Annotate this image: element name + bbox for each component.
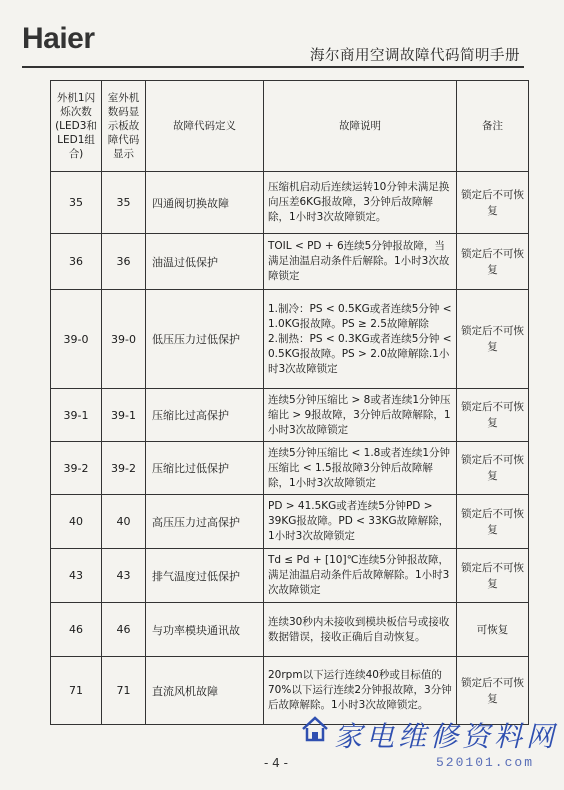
fault-name-cell: 直流风机故障	[146, 657, 264, 725]
fault-description-cell: Td ≤ Pd + [10]℃连续5分钟报故障，满足油温启动条件后故障解除。1小时3次故障锁定	[264, 549, 457, 603]
watermark-text: 家电维修资料网	[334, 720, 559, 753]
led-code-cell: 39-0	[51, 290, 102, 389]
led-code-cell: 36	[51, 234, 102, 290]
display-code-cell: 71	[102, 657, 146, 725]
display-code-cell: 40	[102, 495, 146, 549]
table-row	[51, 234, 529, 290]
document-title: 海尔商用空调故障代码简明手册	[310, 48, 520, 64]
table-row	[51, 172, 529, 234]
display-code-cell: 46	[102, 603, 146, 657]
remark-cell: 可恢复	[457, 603, 529, 657]
fault-name-cell: 排气温度过低保护	[146, 549, 264, 603]
fault-description-cell: 1.制冷：PS < 0.5KG或者连续5分钟 < 1.0KG报故障。PS ≥ 2.5故障解除 2.制热：PS < 0.3KG或者连续5分钟 < 0.5KG报故障。PS > 2.0故障解除.1小时3次故障锁定	[264, 290, 457, 389]
remark-cell: 锁定后不可恢复	[457, 442, 529, 495]
fault-name-cell: 高压压力过高保护	[146, 495, 264, 549]
remark-cell: 锁定后不可恢复	[457, 549, 529, 603]
display-code-cell: 43	[102, 549, 146, 603]
watermark-house-icon	[300, 714, 330, 744]
brand-logo: Haier	[22, 22, 95, 55]
fault-description-cell: 连续5分钟压缩比 < 1.8或者连续1分钟压缩比 < 1.5报故障3分钟后故障解除，1小时3次故障锁定	[264, 442, 457, 495]
header-remarks: 备注	[457, 81, 529, 172]
led-code-cell: 46	[51, 603, 102, 657]
display-code-cell: 39-1	[102, 389, 146, 442]
table-row	[51, 603, 529, 657]
display-code-cell: 39-0	[102, 290, 146, 389]
fault-name-cell: 四通阀切换故障	[146, 172, 264, 234]
fault-code-table	[50, 80, 529, 725]
fault-name-cell: 油温过低保护	[146, 234, 264, 290]
remark-cell: 锁定后不可恢复	[457, 389, 529, 442]
watermark-url: 520101.com	[436, 755, 535, 770]
header-fault-description: 故障说明	[264, 81, 457, 172]
header-fault-definition: 故障代码定义	[146, 81, 264, 172]
remark-cell: 锁定后不可恢复	[457, 495, 529, 549]
fault-name-cell: 压缩比过高保护	[146, 389, 264, 442]
led-code-cell: 35	[51, 172, 102, 234]
fault-name-cell: 与功率模块通讯故	[146, 603, 264, 657]
remark-cell: 锁定后不可恢复	[457, 657, 529, 725]
header-divider	[22, 66, 524, 68]
fault-description-cell: TOIL < PD + 6连续5分钟报故障，当满足油温启动条件后解除。1小时3次故障锁定	[264, 234, 457, 290]
led-code-cell: 71	[51, 657, 102, 725]
display-code-cell: 35	[102, 172, 146, 234]
led-code-cell: 40	[51, 495, 102, 549]
fault-description-cell: PD > 41.5KG或者连续5分钟PD > 39KG报故障。PD < 33KG故障解除，1小时3次故障锁定	[264, 495, 457, 549]
fault-description-cell: 连续5分钟压缩比 > 8或者连续1分钟压缩比 > 9报故障，3分钟后故障解除，1小时3次故障锁定	[264, 389, 457, 442]
display-code-cell: 36	[102, 234, 146, 290]
table-row	[51, 442, 529, 495]
table-header-row	[51, 81, 529, 172]
led-code-cell: 39-2	[51, 442, 102, 495]
fault-name-cell: 低压压力过低保护	[146, 290, 264, 389]
remark-cell: 锁定后不可恢复	[457, 290, 529, 389]
table-row	[51, 495, 529, 549]
remark-cell: 锁定后不可恢复	[457, 234, 529, 290]
fault-description-cell: 连续30秒内未接收到模块板信号或接收数据错误，接收正确后自动恢复。	[264, 603, 457, 657]
table-row	[51, 549, 529, 603]
header-display-code: 室外机数码显示板故障代码显示	[102, 81, 146, 172]
remark-cell: 锁定后不可恢复	[457, 172, 529, 234]
page-number: - 4 -	[264, 756, 288, 770]
table-row	[51, 389, 529, 442]
header-led-blinks: 外机1闪烁次数(LED3和LED1组合)	[51, 81, 102, 172]
led-code-cell: 43	[51, 549, 102, 603]
fault-description-cell: 20rpm以下运行连续40秒或目标值的70%以下运行连续2分钟报故障，3分钟后故障解除。1小时3次故障锁定。	[264, 657, 457, 725]
fault-name-cell: 压缩比过低保护	[146, 442, 264, 495]
fault-description-cell: 压缩机启动后连续运转10分钟未满足换向压差6KG报故障，3分钟后故障解除，1小时3次故障锁定。	[264, 172, 457, 234]
led-code-cell: 39-1	[51, 389, 102, 442]
table-row	[51, 290, 529, 389]
display-code-cell: 39-2	[102, 442, 146, 495]
